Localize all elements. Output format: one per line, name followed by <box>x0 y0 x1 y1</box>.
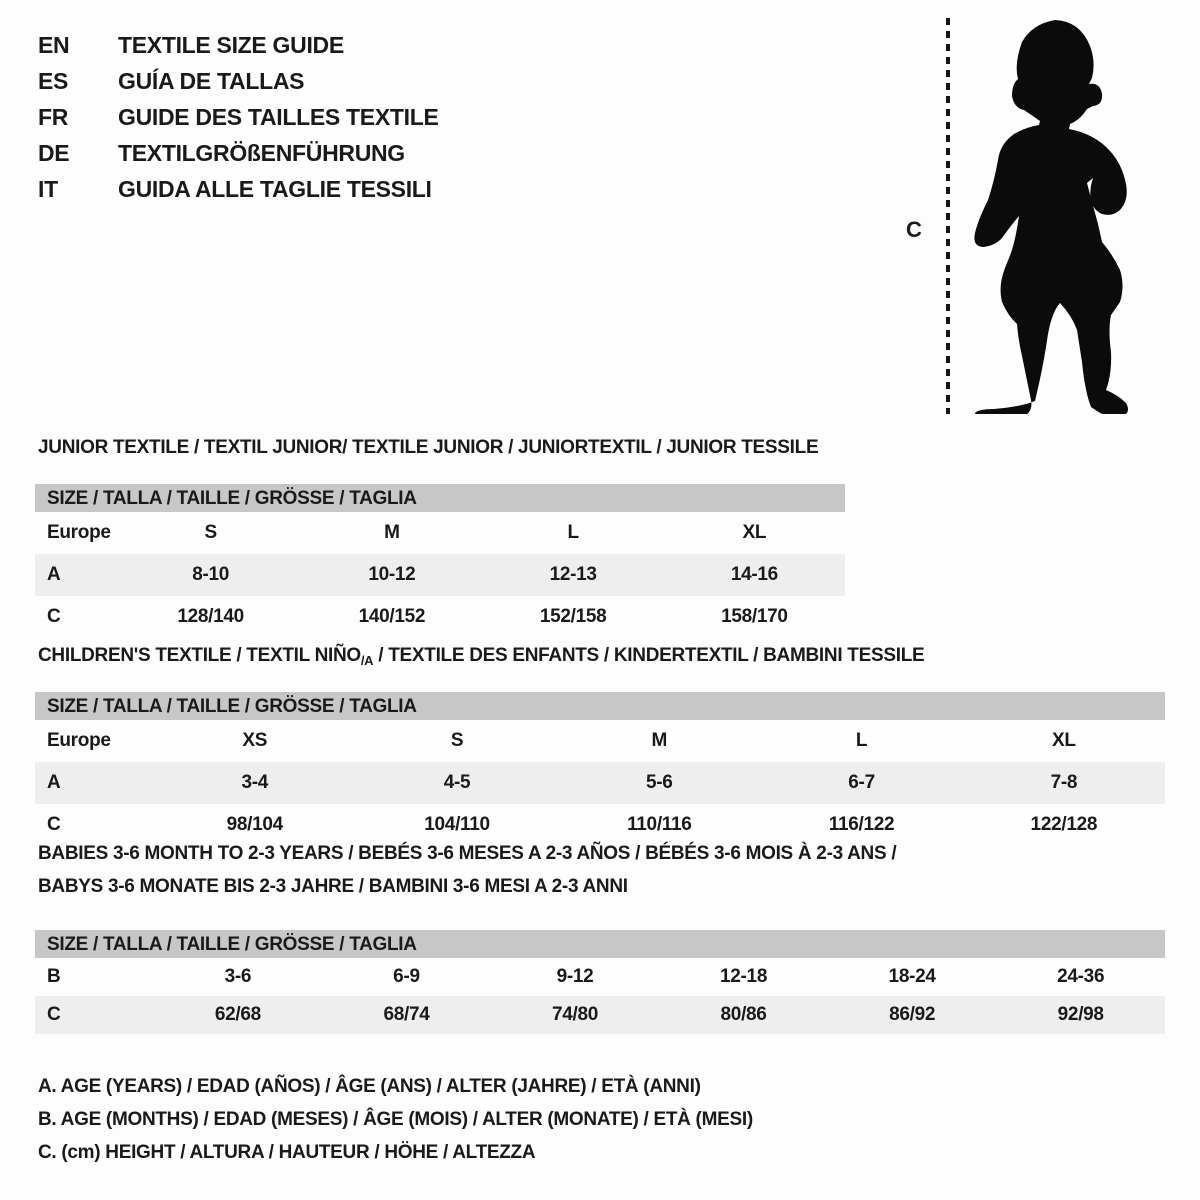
size-cell: 122/128 <box>1030 814 1098 835</box>
height-measure-label: C <box>906 217 922 242</box>
section-title-text: JUNIOR TEXTILE / TEXTIL JUNIOR/ TEXTILE JUNIOR / JUNIORTEXTIL / JUNIOR TESSILE <box>38 437 819 458</box>
size-cell: 140/152 <box>358 606 426 627</box>
size-cell: M <box>651 730 668 751</box>
list-item <box>38 135 439 171</box>
size-cell: 4-5 <box>443 772 471 793</box>
height-dashed-line <box>946 18 950 414</box>
size-cell: 68/74 <box>383 1004 430 1025</box>
language-code: EN <box>38 32 70 58</box>
toddler-silhouette-icon <box>960 12 1138 414</box>
row-label: B <box>47 966 61 987</box>
size-cell: 24-36 <box>1057 966 1105 987</box>
table-row <box>35 958 1165 996</box>
row-label: C <box>47 1004 61 1025</box>
section-title-subscript: /A <box>360 653 374 668</box>
size-cell: 9-12 <box>556 966 594 987</box>
size-cell: S <box>204 522 217 543</box>
section-title-line2: BABYS 3-6 MONATE BIS 2-3 JAHRE / BAMBINI 3-6 MESI A 2-3 ANNI <box>38 876 628 897</box>
row-label: C <box>47 606 61 627</box>
size-cell: L <box>855 730 868 751</box>
size-cell: 86/92 <box>889 1004 936 1025</box>
list-item <box>38 99 439 135</box>
footnotes <box>38 1070 753 1169</box>
size-cell: 3-4 <box>241 772 269 793</box>
size-cell: 98/104 <box>226 814 283 835</box>
list-item <box>38 63 439 99</box>
section-title-suffix: / TEXTILE DES ENFANTS / KINDERTEXTIL / BAMBINI TESSILE <box>373 645 925 666</box>
size-cell: 18-24 <box>888 966 936 987</box>
language-code: IT <box>38 176 58 202</box>
size-cell: 116/122 <box>828 814 895 835</box>
size-cell: 6-7 <box>848 772 875 793</box>
language-title: TEXTILE SIZE GUIDE <box>118 32 344 58</box>
footnote-age-years: A. AGE (YEARS) / EDAD (AÑOS) / ÂGE (ANS) / ALTER (JAHRE) / ETÀ (ANNI) <box>38 1076 701 1097</box>
row-label: A <box>47 772 61 793</box>
section-title-text: BABIES 3-6 MONTH TO 2-3 YEARS / BEBÉS 3-6 MESES A 2-3 AÑOS / BÉBÉS 3-6 MOIS À 2-3 ANS / <box>38 843 897 864</box>
table-row <box>35 804 1165 846</box>
footnote-age-months: B. AGE (MONTHS) / EDAD (MESES) / ÂGE (MOIS) / ALTER (MONATE) / ETÀ (MESI) <box>38 1109 753 1130</box>
size-cell: 10-12 <box>368 564 416 585</box>
section-title-text: CHILDREN'S TEXTILE / TEXTIL NIÑO <box>38 645 361 666</box>
babies-size-table <box>35 958 1165 1034</box>
size-cell: 6-9 <box>393 966 420 987</box>
language-title: TEXTILGRÖßENFÜHRUNG <box>118 140 405 166</box>
size-cell: XS <box>242 730 268 751</box>
size-cell: 92/98 <box>1057 1004 1104 1025</box>
language-title: GUÍA DE TALLAS <box>118 68 305 94</box>
size-cell: 8-10 <box>192 564 230 585</box>
row-label: Europe <box>47 522 111 543</box>
language-code: ES <box>38 68 69 94</box>
table-row <box>35 996 1165 1034</box>
table-row <box>35 512 845 554</box>
language-code: FR <box>38 104 69 130</box>
size-cell: 3-6 <box>224 966 252 987</box>
size-cell: 62/68 <box>214 1004 261 1025</box>
table-row <box>35 720 1165 762</box>
size-header-bar: SIZE / TALLA / TAILLE / GRÖSSE / TAGLIA <box>35 484 845 512</box>
language-title: GUIDE DES TAILLES TEXTILE <box>118 104 439 130</box>
language-title: GUIDA ALLE TAGLIE TESSILI <box>118 176 432 202</box>
size-cell: 152/158 <box>539 606 607 627</box>
size-cell: 7-8 <box>1050 772 1078 793</box>
table-row <box>35 762 1165 804</box>
row-label: Europe <box>47 730 111 751</box>
size-cell: 14-16 <box>730 564 778 585</box>
size-cell: M <box>384 522 400 543</box>
size-cell: 12-18 <box>720 966 768 987</box>
size-cell: 12-13 <box>549 564 597 585</box>
size-cell: 110/116 <box>627 814 692 835</box>
size-cell: 104/110 <box>424 814 490 835</box>
size-header-bar: SIZE / TALLA / TAILLE / GRÖSSE / TAGLIA <box>35 930 1165 958</box>
junior-size-table <box>35 512 845 638</box>
size-cell: S <box>450 730 464 751</box>
table-row <box>35 554 845 596</box>
children-size-table <box>35 720 1165 846</box>
table-row <box>35 596 845 638</box>
size-cell: XL <box>742 522 767 543</box>
footnote-height-cm: C. (cm) HEIGHT / ALTURA / HAUTEUR / HÖHE / ALTEZZA <box>38 1142 536 1163</box>
size-cell: 158/170 <box>721 606 788 627</box>
size-cell: 5-6 <box>646 772 673 793</box>
size-cell: 74/80 <box>551 1004 599 1025</box>
size-cell: L <box>567 522 579 543</box>
section-title <box>38 843 896 866</box>
row-label: A <box>47 564 61 585</box>
list-item <box>38 171 439 207</box>
section-title <box>38 645 924 668</box>
size-cell: 128/140 <box>177 606 244 627</box>
section-title <box>38 437 818 460</box>
size-header-bar: SIZE / TALLA / TAILLE / GRÖSSE / TAGLIA <box>35 692 1165 720</box>
language-code: DE <box>38 140 70 166</box>
language-legend <box>38 27 439 207</box>
list-item <box>38 27 439 63</box>
size-cell: XL <box>1052 730 1076 751</box>
row-label: C <box>47 814 61 835</box>
size-cell: 80/86 <box>720 1004 767 1025</box>
